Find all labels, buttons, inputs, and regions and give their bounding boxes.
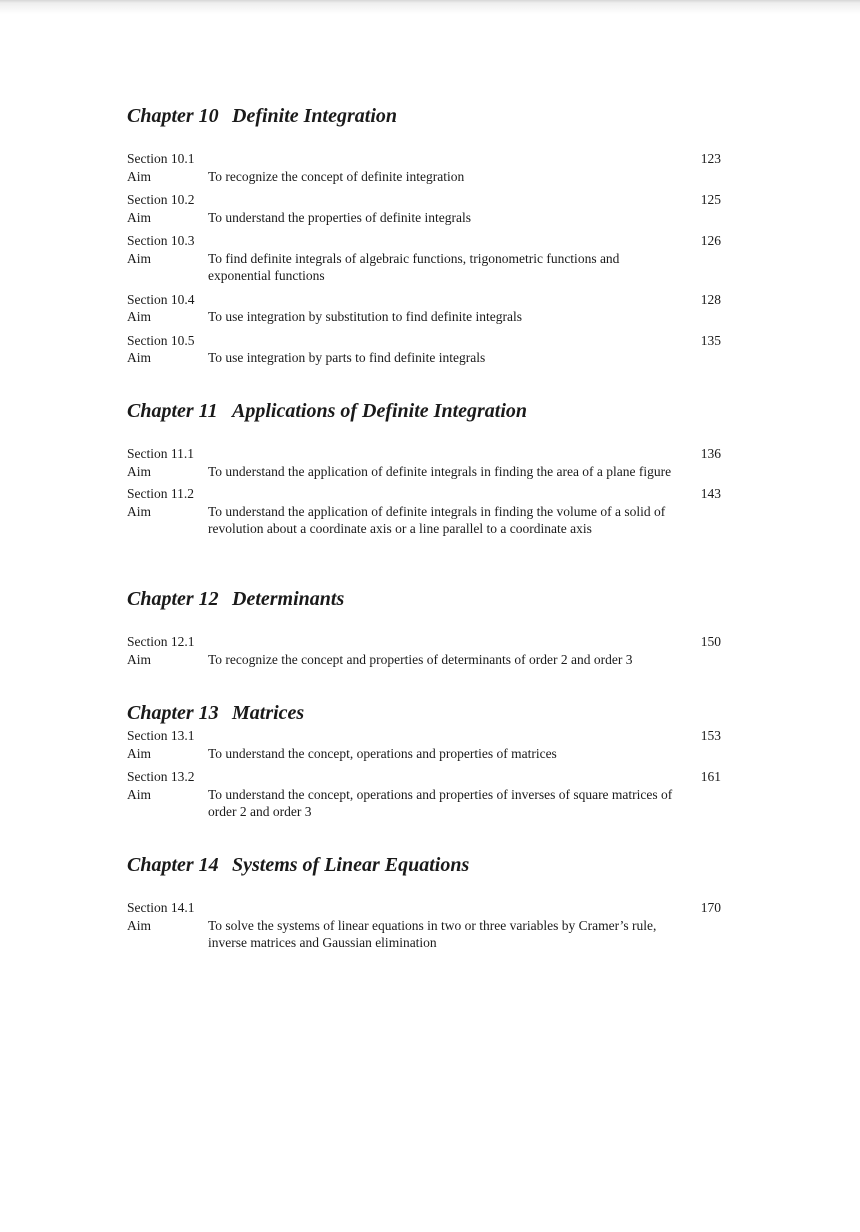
chapter-13: [127, 701, 721, 821]
section-label: Section 10.2: [127, 192, 195, 207]
aim-text: To understand the properties of definite integrals: [208, 209, 471, 225]
section-label: Section 11.1: [127, 446, 194, 461]
chapter-title: Systems of Linear Equations: [232, 854, 470, 876]
chapter-number: Chapter 14: [127, 854, 219, 876]
aim-label: Aim: [127, 503, 152, 519]
section-entry: [127, 150, 721, 185]
page-number: 123: [700, 151, 721, 166]
page-number: 161: [700, 769, 721, 784]
section-entry: [127, 332, 721, 367]
page-number: 125: [700, 192, 721, 207]
chapter-number: Chapter 12: [127, 588, 219, 610]
page-number: 136: [700, 446, 721, 461]
chapter-heading: [127, 853, 721, 877]
section-label: Section 13.1: [127, 728, 195, 743]
section-entry: [127, 899, 721, 952]
page-number: 150: [700, 634, 721, 649]
page-number: 128: [700, 291, 721, 307]
aim-label: Aim: [127, 786, 152, 802]
section-entry: [127, 768, 721, 821]
chapter-number: Chapter 10: [127, 105, 219, 127]
aim-text: To use integration by substitution to find definite integrals: [208, 309, 523, 324]
aim-text: To recognize the concept and properties of determinants of order 2 and order 3: [208, 651, 633, 667]
aim-label: Aim: [127, 209, 152, 225]
section-label: Section 10.1: [127, 151, 195, 166]
aim-label: Aim: [127, 745, 152, 761]
aim-text: To understand the concept, operations and properties of matrices: [208, 745, 557, 761]
aim-label: Aim: [127, 463, 152, 479]
chapter-heading: [127, 587, 721, 611]
chapter-heading: [127, 104, 721, 128]
aim-label: Aim: [127, 350, 152, 365]
section-entry: [127, 232, 721, 285]
aim-text: To understand the application of definite integrals in finding the area of a plane figure: [208, 463, 672, 479]
aim-text: To solve the systems of linear equations in two or three variables by Cramer’s rule, inverse matrices and Gaussian elimination: [208, 917, 657, 950]
aim-text: To find definite integrals of algebraic functions, trigonometric functions and exponential functions: [208, 250, 620, 283]
section-entry: [127, 485, 721, 538]
section-label: Section 14.1: [127, 900, 195, 915]
section-entry: [127, 633, 721, 668]
page-number: 153: [700, 728, 721, 743]
chapter-heading: [127, 701, 721, 725]
page-number: 135: [700, 332, 721, 348]
section-entry: [127, 727, 721, 762]
aim-text: To understand the concept, operations and properties of inverses of square matrices of order 2 and order 3: [208, 786, 673, 819]
aim-text: To use integration by parts to find definite integrals: [208, 350, 486, 365]
chapter-14: [127, 853, 721, 952]
chapter-title: Matrices: [232, 702, 305, 724]
aim-label: Aim: [127, 309, 152, 324]
section-entry: [127, 191, 721, 226]
page-number: 126: [700, 233, 721, 248]
section-label: Section 10.4: [127, 291, 195, 307]
aim-label: Aim: [127, 168, 152, 184]
aim-label: Aim: [127, 917, 152, 933]
aim-label: Aim: [127, 651, 152, 667]
section-label: Section 11.2: [127, 486, 194, 501]
section-entry: [127, 445, 721, 480]
chapter-title: Determinants: [232, 588, 345, 610]
chapter-number: Chapter 11: [127, 400, 218, 422]
section-label: Section 10.5: [127, 332, 195, 348]
page-number: 143: [700, 486, 721, 501]
chapter-12: [127, 587, 721, 668]
section-label: Section 13.2: [127, 769, 195, 784]
chapter-title: Definite Integration: [232, 105, 398, 127]
chapter-number: Chapter 13: [127, 702, 219, 724]
page-number: 170: [700, 900, 721, 915]
aim-text: To understand the application of definite integrals in finding the volume of a solid of revolution about a coordinate axis or a line parallel to a coordinate axis: [208, 503, 666, 536]
section-label: Section 10.3: [127, 233, 195, 248]
aim-label: Aim: [127, 250, 152, 266]
section-entry: [127, 291, 721, 326]
section-label: Section 12.1: [127, 634, 195, 649]
chapter-title: Applications of Definite Integration: [232, 400, 528, 422]
chapter-10: [127, 104, 721, 367]
viewer-top-shadow: [0, 0, 860, 14]
chapter-11: [127, 399, 721, 538]
aim-text: To recognize the concept of definite integration: [208, 168, 465, 184]
chapter-heading: [127, 399, 721, 423]
